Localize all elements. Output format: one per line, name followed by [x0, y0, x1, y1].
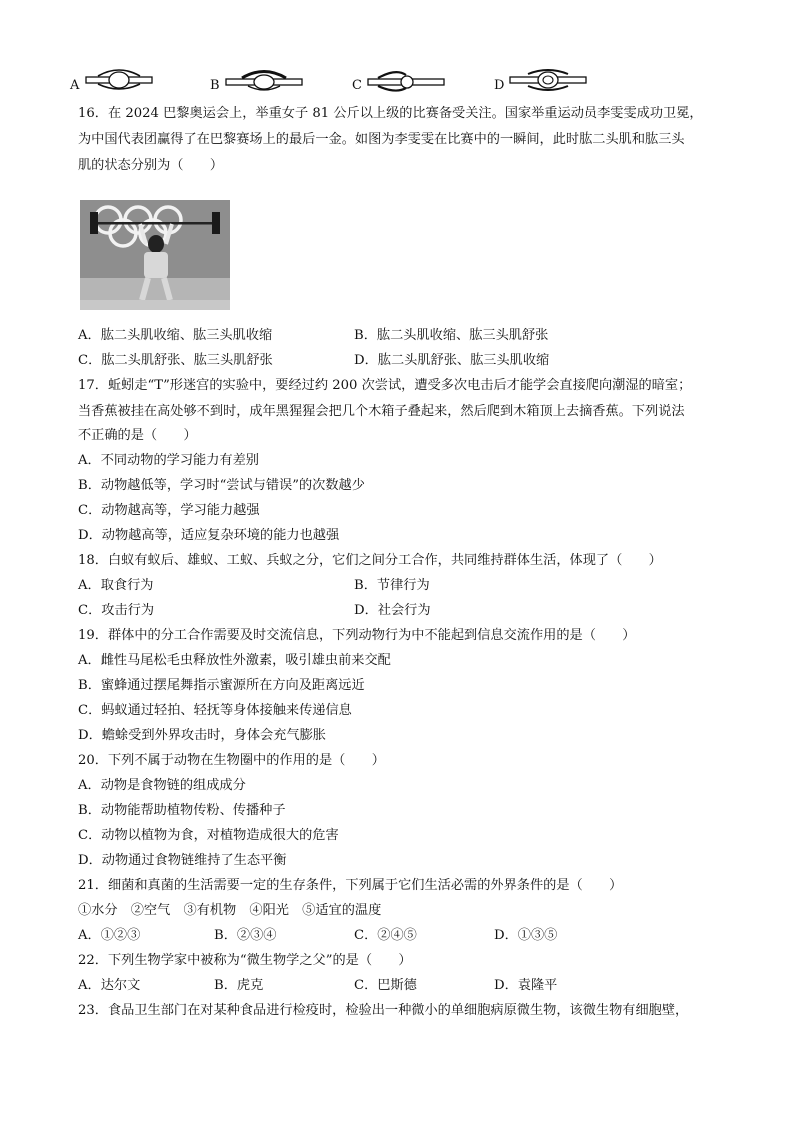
q22-stem-line-1: 22．下列生物学家中被称为“微生物学之父”的是（ ）: [78, 953, 412, 968]
q20-option-a[interactable]: A．动物是食物链的组成成分: [78, 778, 246, 793]
weightlifter-photo-icon: [80, 200, 230, 310]
q18-option-b[interactable]: B．节律行为: [354, 578, 430, 593]
q18-stem-line-1: 18．白蚁有蚁后、雄蚁、工蚁、兵蚁之分，它们之间分工合作，共同维持群体生活，体现了（ ）: [78, 553, 662, 568]
option-letter: B: [210, 78, 220, 93]
q19-stem-line-1: 19．群体中的分工合作需要及时交流信息，下列动物行为中不能起到信息交流作用的是（ ）: [78, 628, 636, 643]
q21-option-d[interactable]: D．①③⑤: [494, 928, 558, 943]
q21-option-b[interactable]: B．②③④: [214, 928, 277, 943]
q16-option-b[interactable]: B．肱二头肌收缩、肱三头肌舒张: [354, 328, 549, 343]
q22-option-a[interactable]: A．达尔文: [78, 978, 141, 993]
q18-option-d[interactable]: D．社会行为: [354, 603, 431, 618]
q17-option-c[interactable]: C．动物越高等，学习能力越强: [78, 503, 260, 518]
q22-option-b[interactable]: B．虎克: [214, 978, 264, 993]
q17-stem-line-2: 当香蕉被挂在高处够不到时，成年黑猩猩会把几个木箱子叠起来，然后爬到木箱顶上去摘香蕉。下列说法: [78, 404, 685, 419]
knee-joint-diagram-c-icon: [366, 66, 446, 96]
q23-stem-line-1: 23．食品卫生部门在对某种食品进行检疫时，检验出一种微小的单细胞病原微生物，该微生物有细胞壁，: [78, 1003, 689, 1018]
q20-option-d[interactable]: D．动物通过食物链维持了生态平衡: [78, 853, 287, 868]
q20-option-c[interactable]: C．动物以植物为食，对植物造成很大的危害: [78, 828, 339, 843]
q20-option-b[interactable]: B．动物能帮助植物传粉、传播种子: [78, 803, 286, 818]
q16-stem-line-2: 为中国代表团赢得了在巴黎赛场上的最后一金。如图为李雯雯在比赛中的一瞬间，此时肱二头肌和肱三头: [78, 132, 685, 147]
q17-option-d[interactable]: D．动物越高等，适应复杂环境的能力也越强: [78, 528, 340, 543]
option-letter: D: [494, 78, 505, 93]
q17-stem-line-1: 17．蚯蚓走“T”形迷宫的实验中，要经过约 200 次尝试，遭受多次电击后才能学会直接爬向潮湿的暗室；: [78, 378, 692, 393]
q19-option-d[interactable]: D．蟾蜍受到外界攻击时，身体会充气膨胀: [78, 728, 326, 743]
q22-option-c[interactable]: C．巴斯德: [354, 978, 417, 993]
knee-joint-diagram-d-icon: [508, 66, 588, 96]
q16-stem-line-3: 肌的状态分别为（ ）: [78, 158, 224, 173]
q21-stem-line-1: 21．细菌和真菌的生活需要一定的生存条件，下列属于它们生活必需的外界条件的是（ ）: [78, 878, 623, 893]
q17-option-a[interactable]: A．不同动物的学习能力有差别: [78, 453, 259, 468]
q16-option-c[interactable]: C．肱二头肌舒张、肱三头肌舒张: [78, 353, 273, 368]
q22-option-d[interactable]: D．袁隆平: [494, 978, 558, 993]
weightlifter-photo: [80, 200, 230, 310]
q20-stem-line-1: 20．下列不属于动物在生物圈中的作用的是（ ）: [78, 753, 385, 768]
knee-joint-diagram-b-icon: [224, 66, 304, 96]
q19-option-a[interactable]: A．雌性马尾松毛虫释放性外激素，吸引雄虫前来交配: [78, 653, 391, 668]
q21-option-c[interactable]: C．②④⑤: [354, 928, 417, 943]
q16-stem-line-1: 16．在 2024 巴黎奥运会上，举重女子 81 公斤以上级的比赛备受关注。国家举重运动员李雯雯成功卫冕，: [78, 106, 703, 121]
q19-option-c[interactable]: C．蚂蚁通过轻拍、轻抚等身体接触来传递信息: [78, 703, 352, 718]
q16-option-d[interactable]: D．肱二头肌舒张、肱三头肌收缩: [354, 353, 550, 368]
q19-option-b[interactable]: B．蜜蜂通过摆尾舞指示蜜源所在方向及距离远近: [78, 678, 365, 693]
joint-diagram-options: [70, 66, 730, 96]
option-letter: A: [70, 78, 80, 93]
q18-option-c[interactable]: C．攻击行为: [78, 603, 155, 618]
option-letter: C: [352, 78, 362, 93]
q17-option-b[interactable]: B．动物越低等，学习时“尝试与错误”的次数越少: [78, 478, 365, 493]
q18-option-a[interactable]: A．取食行为: [78, 578, 154, 593]
q16-option-a[interactable]: A．肱二头肌收缩、肱三头肌收缩: [78, 328, 273, 343]
knee-joint-diagram-a-icon: [84, 66, 154, 96]
q21-items: ①水分 ②空气 ③有机物 ④阳光 ⑤适宜的温度: [78, 903, 382, 918]
q17-stem-line-3: 不正确的是（ ）: [78, 428, 197, 443]
q21-option-a[interactable]: A．①②③: [78, 928, 141, 943]
